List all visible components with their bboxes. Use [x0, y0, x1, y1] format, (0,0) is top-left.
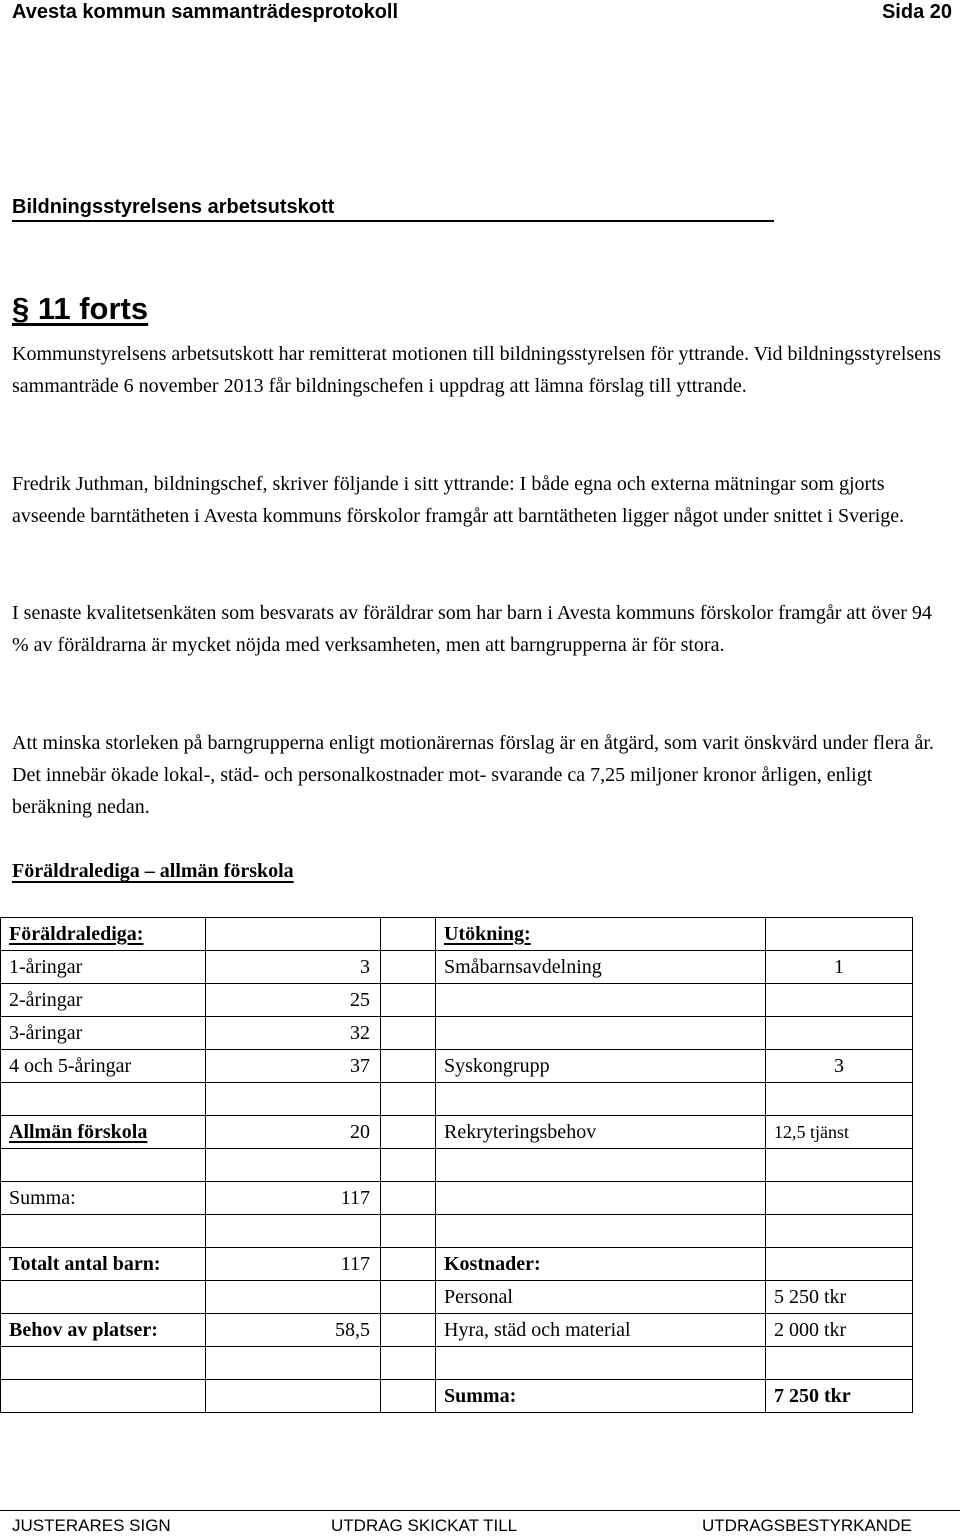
footer-utdrag-skickat: UTDRAG SKICKAT TILL [331, 1516, 518, 1535]
table-row [1, 1347, 913, 1380]
table-cell [436, 1149, 766, 1182]
table-cell: 7 250 tkr [766, 1380, 913, 1413]
table-cell: 4 och 5-åringar [1, 1050, 206, 1083]
table-row [1, 1380, 913, 1413]
table-cell [1, 1380, 206, 1413]
cost-table [0, 917, 913, 1413]
footer-divider [0, 1510, 960, 1511]
table-cell [436, 1215, 766, 1248]
table-row [1, 951, 913, 984]
table-cell: 1 [766, 951, 913, 984]
table-cell [381, 951, 436, 984]
table-cell: 25 [206, 984, 381, 1017]
table-cell: Syskongrupp [436, 1050, 766, 1083]
table-cell [766, 1182, 913, 1215]
table-cell [381, 984, 436, 1017]
table-cell: Kostnader: [436, 1248, 766, 1281]
table-cell [766, 1017, 913, 1050]
table-cell [381, 1215, 436, 1248]
table-cell [381, 1380, 436, 1413]
table-cell: Utökning: [436, 918, 766, 951]
table-cell [381, 1149, 436, 1182]
table-cell [436, 1083, 766, 1116]
paragraph-remiss: Kommunstyrelsens arbetsutskott har remitterat motionen till bildningsstyrelsen för yttrande. Vid bildningsstyrelsens sammanträde 6 november 2013 får bildningschefen i uppdrag att lämna förslag till yttrande. [12, 343, 941, 397]
table-row [1, 984, 913, 1017]
table-row [1, 1281, 913, 1314]
table-cell: Summa: [1, 1182, 206, 1215]
table-cell [381, 1281, 436, 1314]
table-cell: Småbarnsavdelning [436, 951, 766, 984]
committee-underline [12, 220, 774, 222]
paragraph-kostnader: Att minska storleken på barngrupperna enligt motionärernas förslag är en åtgärd, som varit önskvärd under flera år. Det innebär ökade lokal-, städ- och personalkostnader mot- svarande ca 7,25 miljoner kronor årligen, enligt beräkning nedan. [12, 732, 934, 818]
table-cell: 58,5 [206, 1314, 381, 1347]
table-cell [766, 1248, 913, 1281]
table-cell [766, 1347, 913, 1380]
table-cell [436, 1347, 766, 1380]
document-header-title: Avesta kommun sammanträdesprotokoll [12, 1, 399, 23]
table-row [1, 1314, 913, 1347]
table-cell [206, 1347, 381, 1380]
page-number: Sida 20 [881, 1, 952, 23]
table-cell: 2-åringar [1, 984, 206, 1017]
committee-name: Bildningsstyrelsens arbetsutskott [12, 196, 335, 218]
table-row [1, 1149, 913, 1182]
table-row [1, 1248, 913, 1281]
table-cell [436, 984, 766, 1017]
table-cell [1, 1083, 206, 1116]
table-cell: 20 [206, 1116, 381, 1149]
table-cell [1, 1149, 206, 1182]
table-row [1, 1017, 913, 1050]
table-cell: 37 [206, 1050, 381, 1083]
table-cell: 117 [206, 1248, 381, 1281]
table-cell: Föräldralediga: [1, 918, 206, 951]
table-row [1, 1116, 913, 1149]
table-cell [206, 1083, 381, 1116]
table-cell: Hyra, städ och material [436, 1314, 766, 1347]
table-cell [381, 1248, 436, 1281]
table-cell: 1-åringar [1, 951, 206, 984]
table-cell: Rekryteringsbehov [436, 1116, 766, 1149]
table-cell [766, 1083, 913, 1116]
table-cell [381, 1314, 436, 1347]
table-cell [381, 1083, 436, 1116]
table-cell: 2 000 tkr [766, 1314, 913, 1347]
table-cell [1, 1215, 206, 1248]
table-row [1, 1182, 913, 1215]
section-heading: § 11 forts [12, 291, 149, 326]
table-cell [381, 1050, 436, 1083]
table-row [1, 1050, 913, 1083]
table-cell [381, 1017, 436, 1050]
table-cell [381, 1116, 436, 1149]
table-cell: Totalt antal barn: [1, 1248, 206, 1281]
paragraph-yttrande: Fredrik Juthman, bildningschef, skriver följande i sitt yttrande: I både egna och externa mätningar som gjorts avseende barntätheten i Avesta kommuns förskolor framgår att barntätheten ligger något under snittet i Sverige. [12, 473, 905, 527]
table-cell [766, 918, 913, 951]
table-subheading: Föräldralediga – allmän förskola [12, 860, 294, 882]
table-cell [206, 1281, 381, 1314]
table-cell [381, 1347, 436, 1380]
table-cell [381, 1182, 436, 1215]
table-cell [206, 918, 381, 951]
table-cell [206, 1380, 381, 1413]
table-cell: 117 [206, 1182, 381, 1215]
table-cell: Behov av platser: [1, 1314, 206, 1347]
table-cell [436, 1182, 766, 1215]
table-cell: 32 [206, 1017, 381, 1050]
table-row [1, 918, 913, 951]
footer-justerares-sign: JUSTERARES SIGN [12, 1516, 171, 1535]
table-cell [766, 1149, 913, 1182]
table-cell: 3 [206, 951, 381, 984]
table-row [1, 1083, 913, 1116]
paragraph-kvalitetsenkat: I senaste kvalitetsenkäten som besvarats av föräldrar som har barn i Avesta kommuns förskolor framgår att över 94 % av föräldrarna är mycket nöjda med verksamheten, men att barngrupperna är för stora. [12, 602, 932, 656]
table-cell [381, 918, 436, 951]
table-cell [436, 1017, 766, 1050]
table-cell [206, 1215, 381, 1248]
table-cell: 12,5 tjänst [766, 1116, 913, 1149]
table-cell: Summa: [436, 1380, 766, 1413]
table-cell: Personal [436, 1281, 766, 1314]
table-cell [766, 984, 913, 1017]
table-cell [766, 1215, 913, 1248]
table-cell: 5 250 tkr [766, 1281, 913, 1314]
table-cell [1, 1281, 206, 1314]
table-cell: 3-åringar [1, 1017, 206, 1050]
footer-utdragsbestyrkande: UTDRAGSBESTYRKANDE [702, 1516, 912, 1535]
table-row [1, 1215, 913, 1248]
table-cell: Allmän förskola [1, 1116, 206, 1149]
table-cell [1, 1347, 206, 1380]
table-cell: 3 [766, 1050, 913, 1083]
table-cell [206, 1149, 381, 1182]
